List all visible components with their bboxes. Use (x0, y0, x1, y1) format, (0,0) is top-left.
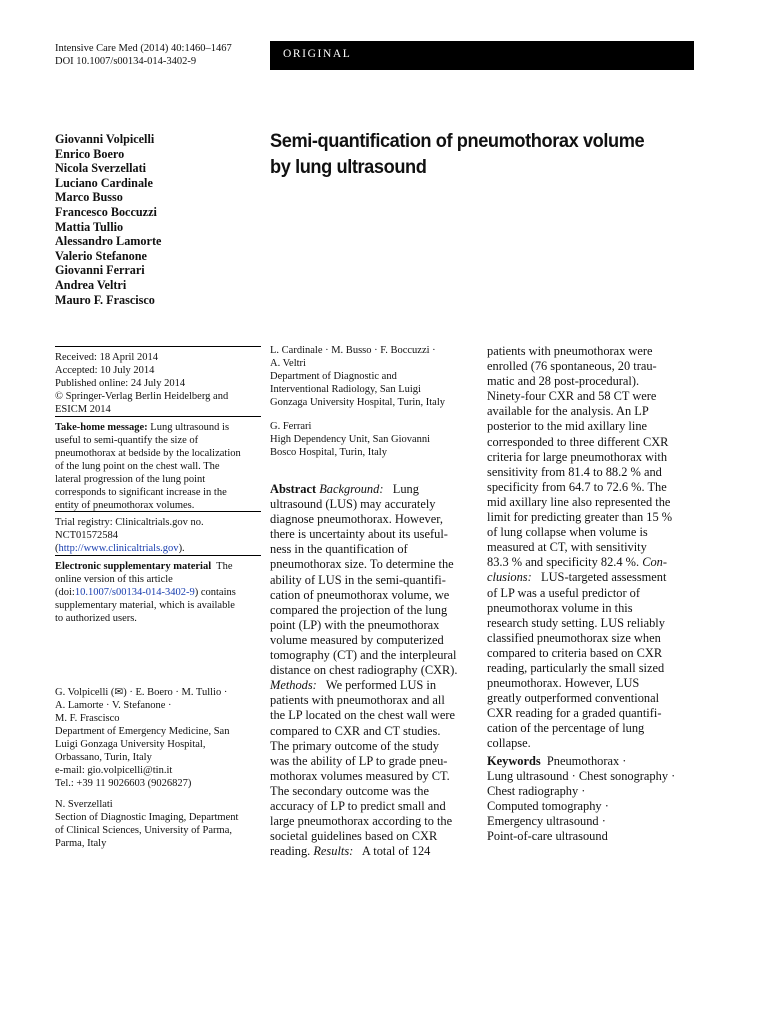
affiliation-line: Orbassano, Turin, Italy (55, 752, 152, 763)
abstract-text: CXR reading for a graded quantifi- (487, 706, 662, 721)
affiliation-line: L. Cardinale · M. Busso · F. Boccuzzi · (270, 345, 436, 356)
esm-text: (doi: (55, 587, 75, 598)
corresponding-phone: Tel.: +39 11 9026603 (9026827) (55, 778, 192, 789)
keyword-text: Chest radiography · (487, 784, 586, 799)
abstract-text: specificity from 64.7 to 72.6 %. The (487, 479, 667, 494)
trial-number: NCT01572584 (55, 530, 118, 541)
abstract-text: point (LP) with the pneumothorax (270, 617, 440, 632)
affiliation-ferrari (270, 420, 430, 459)
abstract-text: classified pneumothorax size when (487, 630, 661, 645)
author-name: Enrico Boero (55, 146, 125, 161)
take-home-text: of the lung point on the chest wall. The (55, 461, 220, 472)
abstract-text: A total of 124 (353, 844, 431, 859)
take-home-text: Lung ultrasound is (147, 422, 230, 433)
affiliation-line: M. F. Frascisco (55, 713, 120, 724)
abstract-text: enrolled (76 spontaneous, 20 trau- (487, 359, 657, 374)
affiliation-line: of Clinical Sciences, University of Parma, (55, 825, 232, 836)
keywords (487, 754, 675, 845)
conclusions-label: clusions: (487, 570, 532, 585)
abstract-text: reading. (270, 844, 314, 859)
esm-text: The (211, 561, 233, 572)
abstract-text: cation of pneumothorax volume, we (270, 587, 450, 602)
affiliation-line: A. Lamorte · V. Stefanone · (55, 700, 172, 711)
esm-text: supplementary material, which is available (55, 600, 235, 611)
abstract-text: greatly outperformed conventional (487, 691, 660, 706)
esm-text: ) contains (194, 587, 236, 598)
copyright-line: © Springer-Verlag Berlin Heidelberg and (55, 391, 229, 402)
journal-header (55, 42, 232, 68)
abstract-text: mid axillary line also represented the (487, 494, 671, 509)
trial-registry-link[interactable]: http://www.clinicaltrials.gov (58, 543, 179, 554)
journal-doi: DOI 10.1007/s00134-014-3402-9 (55, 56, 197, 67)
affiliation-line: Luigi Gonzaga University Hospital, (55, 739, 206, 750)
accepted-date: Accepted: 10 July 2014 (55, 365, 155, 376)
abstract-text: tomography (CT) and the interpleural (270, 648, 457, 663)
author-name: Mattia Tullio (55, 219, 124, 234)
abstract-text: there is uncertainty about its useful- (270, 527, 448, 542)
trial-text: Trial registry: Clinicaltrials.gov no. (55, 517, 204, 528)
abstract-text: ness in the quantification of (270, 542, 408, 557)
affiliation-line: Section of Diagnostic Imaging, Department (55, 812, 239, 823)
background-label: Background: (319, 482, 384, 496)
esm-text: to authorized users. (55, 613, 137, 624)
abstract-text: 83.3 % and specificity 82.4 %. (487, 555, 643, 570)
author-name: Luciano Cardinale (55, 175, 153, 190)
abstract-text: patients with pneumothorax were (487, 344, 653, 358)
take-home-heading: Take-home message: (55, 422, 148, 433)
take-home-text: lateral progression of the lung point (55, 474, 206, 485)
keyword-text: Emergency ultrasound · (487, 814, 606, 829)
abstract-text: societal guidelines based on CXR (270, 829, 438, 844)
abstract-text: sensitivity from 81.4 to 88.2 % and (487, 464, 662, 479)
author-name: Andrea Veltri (55, 277, 127, 292)
published-date: Published online: 24 July 2014 (55, 378, 186, 389)
keyword-text: Pneumothorax · (540, 754, 627, 768)
esm-doi-link[interactable]: 10.1007/s00134-014-3402-9 (74, 587, 195, 598)
affiliation-line: N. Sverzellati (55, 799, 113, 810)
affiliation-sverzellati (55, 798, 238, 850)
take-home-text: entity of pneumothorax volumes. (55, 500, 195, 511)
abstract-text: of lung collapse when volume is (487, 525, 648, 540)
abstract-text: pneumothorax size. To determine the (270, 557, 454, 572)
article-title (270, 128, 644, 180)
affiliation-line: G. Ferrari (270, 421, 312, 432)
divider (55, 511, 261, 512)
corresponding-email[interactable]: e-mail: gio.volpicelli@tin.it (55, 765, 173, 776)
take-home-text: corresponds to significant increase in the (55, 487, 227, 498)
abstract-text: pneumothorax. However, LUS (487, 676, 640, 691)
take-home-text: useful to semi-quantify the size of (55, 435, 199, 446)
abstract-text: pneumothorax volume in this (487, 600, 633, 615)
methods-label: Methods: (270, 678, 317, 693)
affiliation-volpicelli (55, 686, 229, 790)
abstract-label: Abstract (270, 482, 317, 496)
affiliation-line: Department of Diagnostic and (270, 371, 397, 382)
abstract-text: the LP located on the chest wall were (270, 708, 455, 723)
abstract-text: posterior to the mid axillary line (487, 419, 648, 434)
abstract-text: distance on chest radiography (CXR). (270, 663, 458, 678)
abstract-text: was the ability of LP to grade pneu- (270, 753, 448, 768)
abstract-text: compared to CXR and CT studies. (270, 723, 441, 738)
journal-citation: Intensive Care Med (2014) 40:1460–1467 (55, 43, 232, 54)
keyword-text: Lung ultrasound · Chest sonography · (487, 769, 676, 784)
abstract-text: available for the analysis. An LP (487, 404, 649, 419)
author-name: Alessandro Lamorte (55, 234, 162, 249)
divider (55, 416, 261, 417)
author-name: Giovanni Ferrari (55, 263, 145, 278)
trial-registry (55, 516, 204, 555)
abstract-text: of LP was a useful predictor of (487, 585, 641, 600)
abstract-text: ultrasound (LUS) may accurately (270, 497, 436, 512)
abstract-text: diagnose pneumothorax. However, (270, 512, 443, 527)
abstract-text: corresponded to three different CXR (487, 434, 669, 449)
abstract-text: mothorax volumes measured by CT. (270, 768, 450, 783)
author-name: Mauro F. Frascisco (55, 292, 155, 307)
abstract (270, 482, 458, 859)
abstract-text: criteria for large pneumothorax with (487, 449, 668, 464)
affiliation-line: G. Volpicelli (✉) · E. Boero · M. Tullio · (55, 687, 228, 698)
take-home-text: pneumothorax at bedside by the localization (55, 448, 241, 459)
abstract-text: limit for predicting greater than 15 % (487, 510, 673, 525)
abstract-text: ability of LUS in the semi-quantifi- (270, 572, 446, 587)
affiliation-line: Department of Emergency Medicine, San (55, 726, 230, 737)
affiliation-line: Bosco Hospital, Turin, Italy (270, 447, 387, 458)
esm-text: online version of this article (55, 574, 173, 585)
divider (55, 555, 261, 556)
abstract-text: patients with pneumothorax and all (270, 693, 445, 708)
author-name: Valerio Stefanone (55, 248, 147, 263)
keyword-text: Point-of-care ultrasound (487, 829, 608, 844)
abstract-text: cation of the percentage of lung (487, 721, 645, 736)
affiliation-line: Gonzaga University Hospital, Turin, Italy (270, 397, 445, 408)
title-line: Semi-quantification of pneumothorax volume (270, 130, 645, 152)
abstract-text: Ninety-four CXR and 58 CT were (487, 389, 657, 404)
supplementary-material-note (55, 560, 236, 625)
abstract-continued (487, 344, 672, 752)
abstract-text: We performed LUS in (316, 678, 437, 693)
author-name: Giovanni Volpicelli (55, 132, 155, 146)
divider (55, 346, 261, 347)
results-label: Results: (313, 844, 354, 859)
article-type-label: ORIGINAL (283, 48, 352, 60)
affiliation-line: Interventional Radiology, San Luigi (270, 384, 421, 395)
abstract-text: measured at CT, with sensitivity (487, 540, 647, 555)
author-list (55, 132, 161, 307)
abstract-text: volume measured by computerized (270, 632, 444, 647)
abstract-text: accuracy of LP to predict small and (270, 798, 446, 813)
abstract-text: Lung (383, 482, 419, 496)
author-name: Francesco Boccuzzi (55, 204, 157, 219)
author-name: Nicola Sverzellati (55, 161, 147, 176)
abstract-text: collapse. (487, 736, 531, 751)
trial-text: ). (178, 543, 185, 554)
affiliation-cardinale (270, 344, 445, 409)
abstract-text: large pneumothorax according to the (270, 814, 453, 829)
keywords-label: Keywords (487, 754, 541, 768)
received-date: Received: 18 April 2014 (55, 352, 158, 363)
title-line: by lung ultrasound (270, 156, 427, 178)
copyright-line: ESICM 2014 (55, 404, 111, 415)
abstract-text: compared to criteria based on CXR (487, 645, 663, 660)
affiliation-line: Parma, Italy (55, 838, 107, 849)
esm-heading: Electronic supplementary material (55, 561, 212, 572)
abstract-text: The secondary outcome was the (270, 783, 429, 798)
author-name: Marco Busso (55, 190, 123, 205)
affiliation-line: High Dependency Unit, San Giovanni (270, 434, 431, 445)
conclusions-label: Con- (642, 555, 667, 570)
abstract-text: LUS-targeted assessment (531, 570, 667, 585)
abstract-text: compared the projection of the lung (270, 602, 448, 617)
abstract-text: reading, particularly the small sized (487, 660, 665, 675)
keyword-text: Computed tomography · (487, 799, 609, 814)
trial-text: ( (55, 543, 59, 554)
article-dates (55, 351, 228, 416)
abstract-text: The primary outcome of the study (270, 738, 439, 753)
take-home-message (55, 421, 261, 512)
abstract-text: research study setting. LUS reliably (487, 615, 665, 630)
abstract-text: matic and 28 post-procedural). (487, 374, 640, 389)
affiliation-line: A. Veltri (270, 358, 306, 369)
